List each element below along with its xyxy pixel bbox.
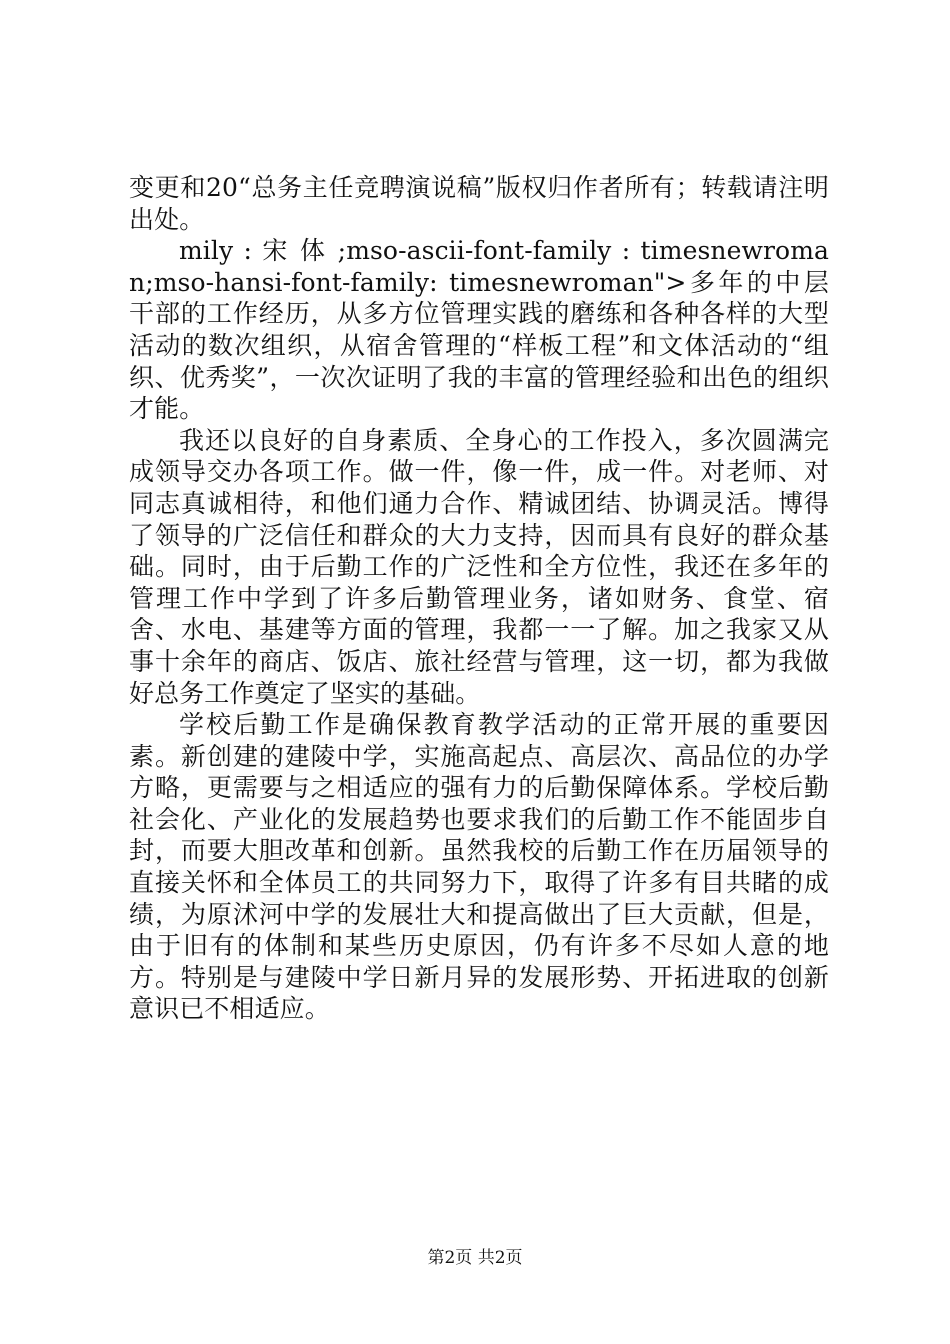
paragraph-copyright-notice: 变更和20“总务主任竞聘演说稿”版权归作者所有；转载请注明出处。 (129, 173, 829, 234)
document-body (129, 172, 829, 1025)
paragraph-personal-qualities: 我还以良好的自身素质、全身心的工作投入，多次圆满完成领导交办各项工作。做一件，像一件，成一件。对老师、对同志真诚相待，和他们通力合作、精诚团结、协调灵活。博得了领导的广泛信任和群众的大力支持，因而具有良好的群众基础。同时，由于后勤工作的广泛性和全方位性，我还在多年的管理工作中学到了许多后勤管理业务，诸如财务、食堂、宿舍、水电、基建等方面的管理，我都一一了解。加之我家又从事十余年的商店、饭店、旅社经营与管理，这一切，都为我做好总务工作奠定了坚实的基础。 (129, 425, 829, 708)
paragraph-management-experience: mily : 宋 体 ;mso-ascii-font-family : timesnewroman;mso-hansi-font-family: timesnewroman">多年的中层干部的工作经历，从多方位管理实践的磨练和各种各样的大型活动的数次组织，从宿舍管理的“样板工程”和文体活动的“组织、优秀奖”，一次次证明了我的丰富的管理经验和出色的组织才能。 (129, 236, 829, 424)
page-number-footer: 第2页 共2页 (427, 1248, 523, 1268)
paragraph-logistics-importance: 学校后勤工作是确保教育教学活动的正常开展的重要因素。新创建的建陵中学，实施高起点、高层次、高品位的办学方略，更需要与之相适应的强有力的后勤保障体系。学校后勤社会化、产业化的发展趋势也要求我们的后勤工作不能固步自封，而要大胆改革和创新。虽然我校的后勤工作在历届领导的直接关怀和全体员工的共同努力下，取得了许多有目共睹的成绩，为原沭河中学的发展壮大和提高做出了巨大贡献，但是，由于旧有的体制和某些历史原因，仍有许多不尽如人意的地方。特别是与建陵中学日新月异的发展形势、开拓进取的创新意识已不相适应。 (129, 710, 829, 1024)
